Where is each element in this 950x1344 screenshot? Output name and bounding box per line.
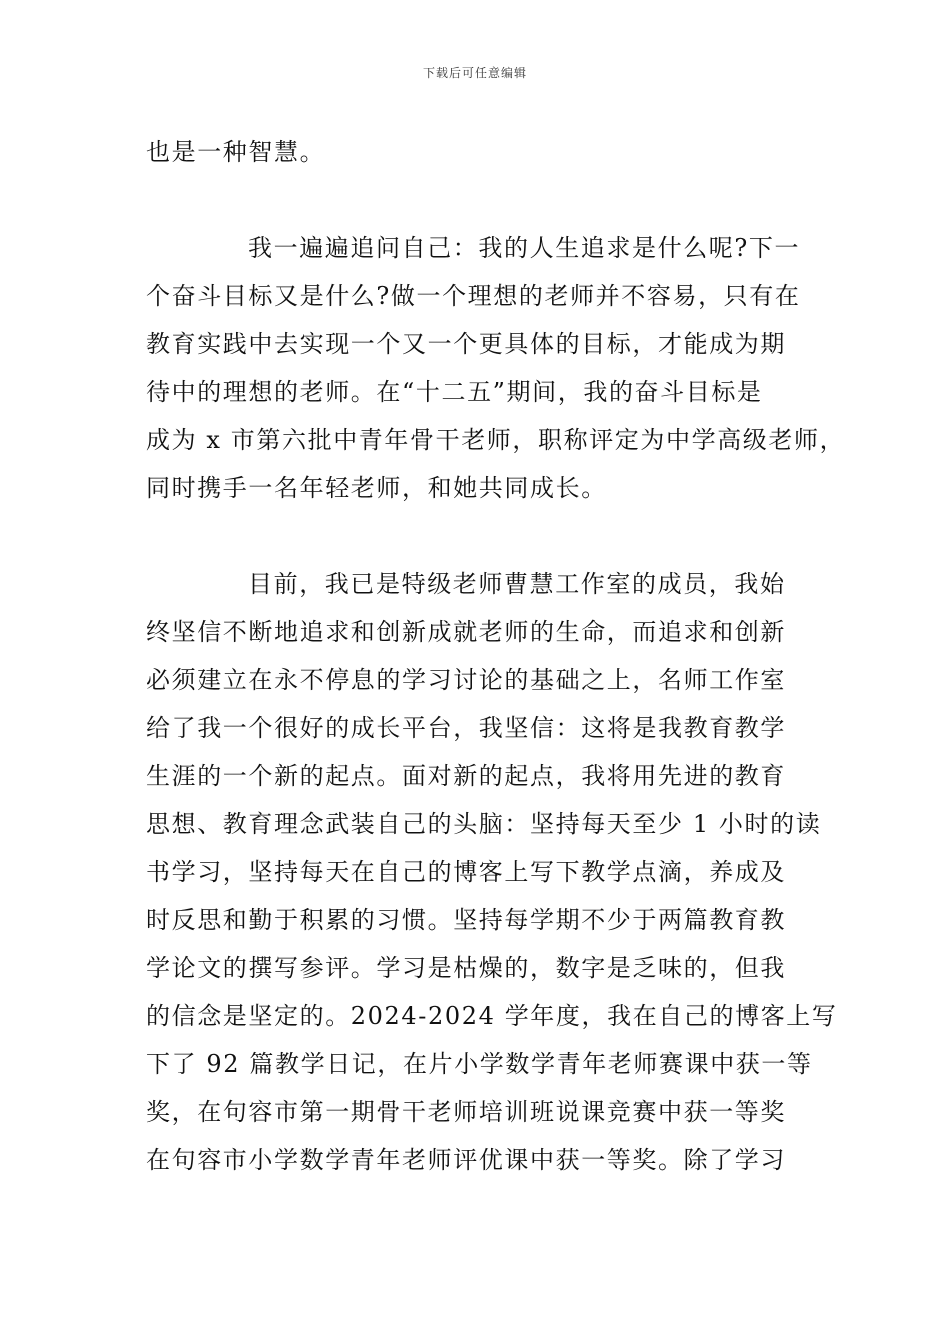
paragraph-1 [146, 128, 826, 176]
text-line: 教育实践中去实现一个又一个更具体的目标，才能成为期 [146, 330, 786, 358]
text-line: 时反思和勤于积累的习惯。坚持每学期不少于两篇教育教 [146, 906, 786, 934]
text-line: 终坚信不断地追求和创新成就老师的生命，而追求和创新 [146, 618, 786, 646]
text-line: 我一遍遍追问自己：我的人生追求是什么呢?下一 [248, 234, 801, 262]
text-line: 也是一种智慧。 [146, 138, 326, 166]
page-header: 下载后可任意编辑 [422, 66, 527, 80]
text-line: 成为 x 市第六批中青年骨干老师，职称评定为中学高级老师， [146, 426, 846, 454]
text-line: 同时携手一名年轻老师，和她共同成长。 [146, 474, 607, 502]
text-line: 思想、教育理念武装自己的头脑：坚持每天至少 1 小时的读 [146, 810, 822, 838]
text-line: 学论文的撰写参评。学习是枯燥的，数字是乏味的，但我 [146, 954, 786, 982]
document-body [146, 128, 846, 1184]
text-line: 书学习，坚持每天在自己的博客上写下教学点滴，养成及 [146, 858, 786, 886]
text-line: 生涯的一个新的起点。面对新的起点，我将用先进的教育 [146, 762, 786, 790]
paragraph-gap [146, 512, 826, 560]
text-line: 在句容市小学数学青年老师评优课中获一等奖。除了学习 [146, 1146, 786, 1174]
text-line: 个奋斗目标又是什么?做一个理想的老师并不容易，只有在 [146, 282, 801, 310]
paragraph-gap [146, 176, 826, 224]
paragraph-2 [146, 224, 846, 512]
paragraph-3 [146, 560, 838, 1184]
text-line: 奖，在句容市第一期骨干老师培训班说课竞赛中获一等奖 [146, 1098, 786, 1126]
text-line: 待中的理想的老师。在“十二五”期间，我的奋斗目标是 [146, 378, 763, 406]
text-line: 的信念是坚定的。2024-2024 学年度，我在自己的博客上写 [146, 1002, 838, 1030]
text-line: 目前，我已是特级老师曹慧工作室的成员，我始 [248, 570, 786, 598]
text-line: 给了我一个很好的成长平台，我坚信：这将是我教育教学 [146, 714, 786, 742]
text-line: 下了 92 篇教学日记，在片小学数学青年老师赛课中获一等 [146, 1050, 813, 1078]
text-line: 必须建立在永不停息的学习讨论的基础之上，名师工作室 [146, 666, 786, 694]
